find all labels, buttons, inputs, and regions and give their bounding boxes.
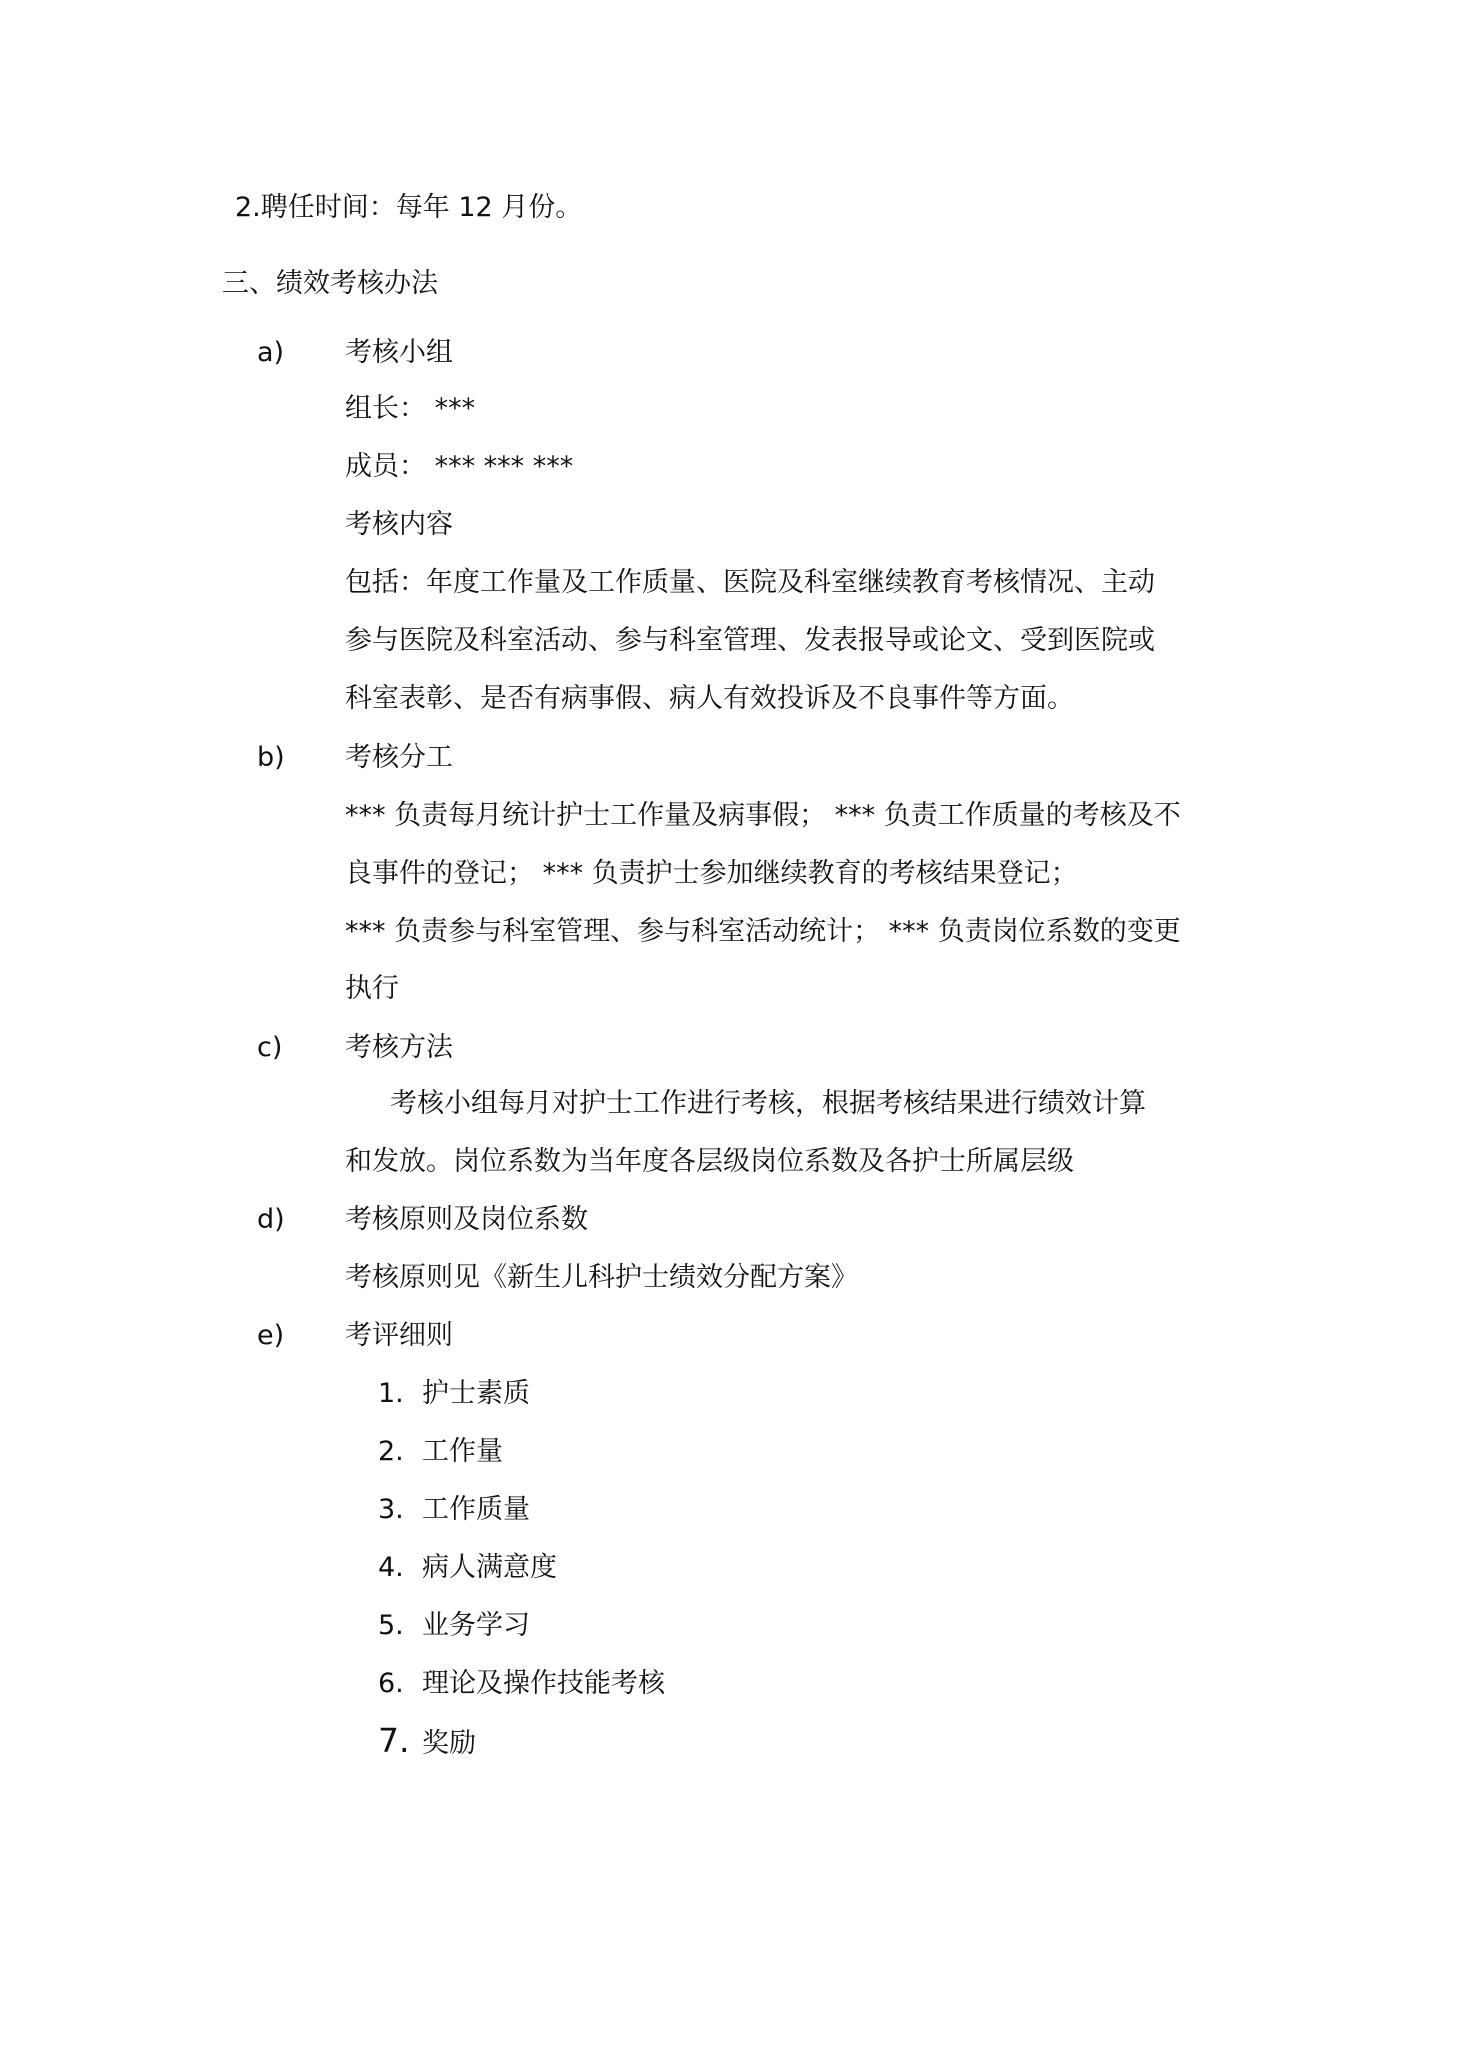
list-item	[378, 1667, 665, 1701]
list-item-number: 6.	[378, 1668, 404, 1699]
list-item-number: 1.	[378, 1378, 404, 1409]
list-item-number: 7.	[378, 1721, 410, 1760]
item-marker-a: a)	[257, 337, 285, 368]
item-marker-c: c)	[257, 1032, 283, 1063]
division-line: *** 负责参与科室管理、参与科室活动统计； *** 负责岗位系数的变更	[345, 916, 1181, 947]
list-item-text: 理论及操作技能考核	[422, 1668, 665, 1699]
method-line: 考核小组每月对护士工作进行考核，根据考核结果进行绩效计算	[390, 1088, 1146, 1119]
item-title-e: 考评细则	[345, 1320, 453, 1351]
list-item	[378, 1377, 530, 1411]
content-line: 科室表彰、是否有病事假、病人有效投诉及不良事件等方面。	[345, 683, 1074, 714]
item-marker-d: d)	[257, 1204, 285, 1235]
leader-line: 组长： ***	[345, 393, 476, 424]
list-item	[378, 1721, 476, 1761]
list-item	[378, 1551, 557, 1585]
list-item-text: 工作量	[422, 1436, 503, 1467]
appointment-time-line: 2.聘任时间：每年 12 月份。	[235, 192, 583, 223]
item-title-a: 考核小组	[345, 337, 453, 368]
item-marker-e: e)	[257, 1320, 285, 1351]
list-item	[378, 1493, 530, 1527]
list-item	[378, 1435, 503, 1469]
content-line: 参与医院及科室活动、参与科室管理、发表报导或论文、受到医院或	[345, 625, 1155, 656]
principle-line: 考核原则见《新生儿科护士绩效分配方案》	[345, 1262, 858, 1293]
method-line: 和发放。岗位系数为当年度各层级岗位系数及各护士所属层级	[345, 1146, 1074, 1177]
list-item-text: 业务学习	[422, 1610, 530, 1641]
list-item-text: 病人满意度	[422, 1552, 557, 1583]
content-title: 考核内容	[345, 509, 453, 540]
item-title-c: 考核方法	[345, 1032, 453, 1063]
division-line: 良事件的登记； *** 负责护士参加继续教育的考核结果登记；	[345, 858, 1078, 889]
section-heading: 三、绩效考核办法	[222, 268, 438, 299]
list-item-text: 护士素质	[422, 1378, 530, 1409]
list-item-number: 2.	[378, 1436, 404, 1467]
item-marker-b: b)	[257, 742, 285, 773]
content-line: 包括：年度工作量及工作质量、医院及科室继续教育考核情况、主动	[345, 567, 1155, 598]
division-line: *** 负责每月统计护士工作量及病事假； *** 负责工作质量的考核及不	[345, 800, 1181, 831]
list-item-number: 4.	[378, 1552, 404, 1583]
item-title-d: 考核原则及岗位系数	[345, 1204, 588, 1235]
item-title-b: 考核分工	[345, 742, 453, 773]
list-item	[378, 1609, 530, 1643]
members-line: 成员： *** *** ***	[345, 451, 574, 482]
list-item-text: 工作质量	[422, 1494, 530, 1525]
list-item-number: 3.	[378, 1494, 404, 1525]
division-line: 执行	[345, 973, 399, 1004]
list-item-number: 5.	[378, 1610, 404, 1641]
list-item-text: 奖励	[422, 1728, 476, 1759]
